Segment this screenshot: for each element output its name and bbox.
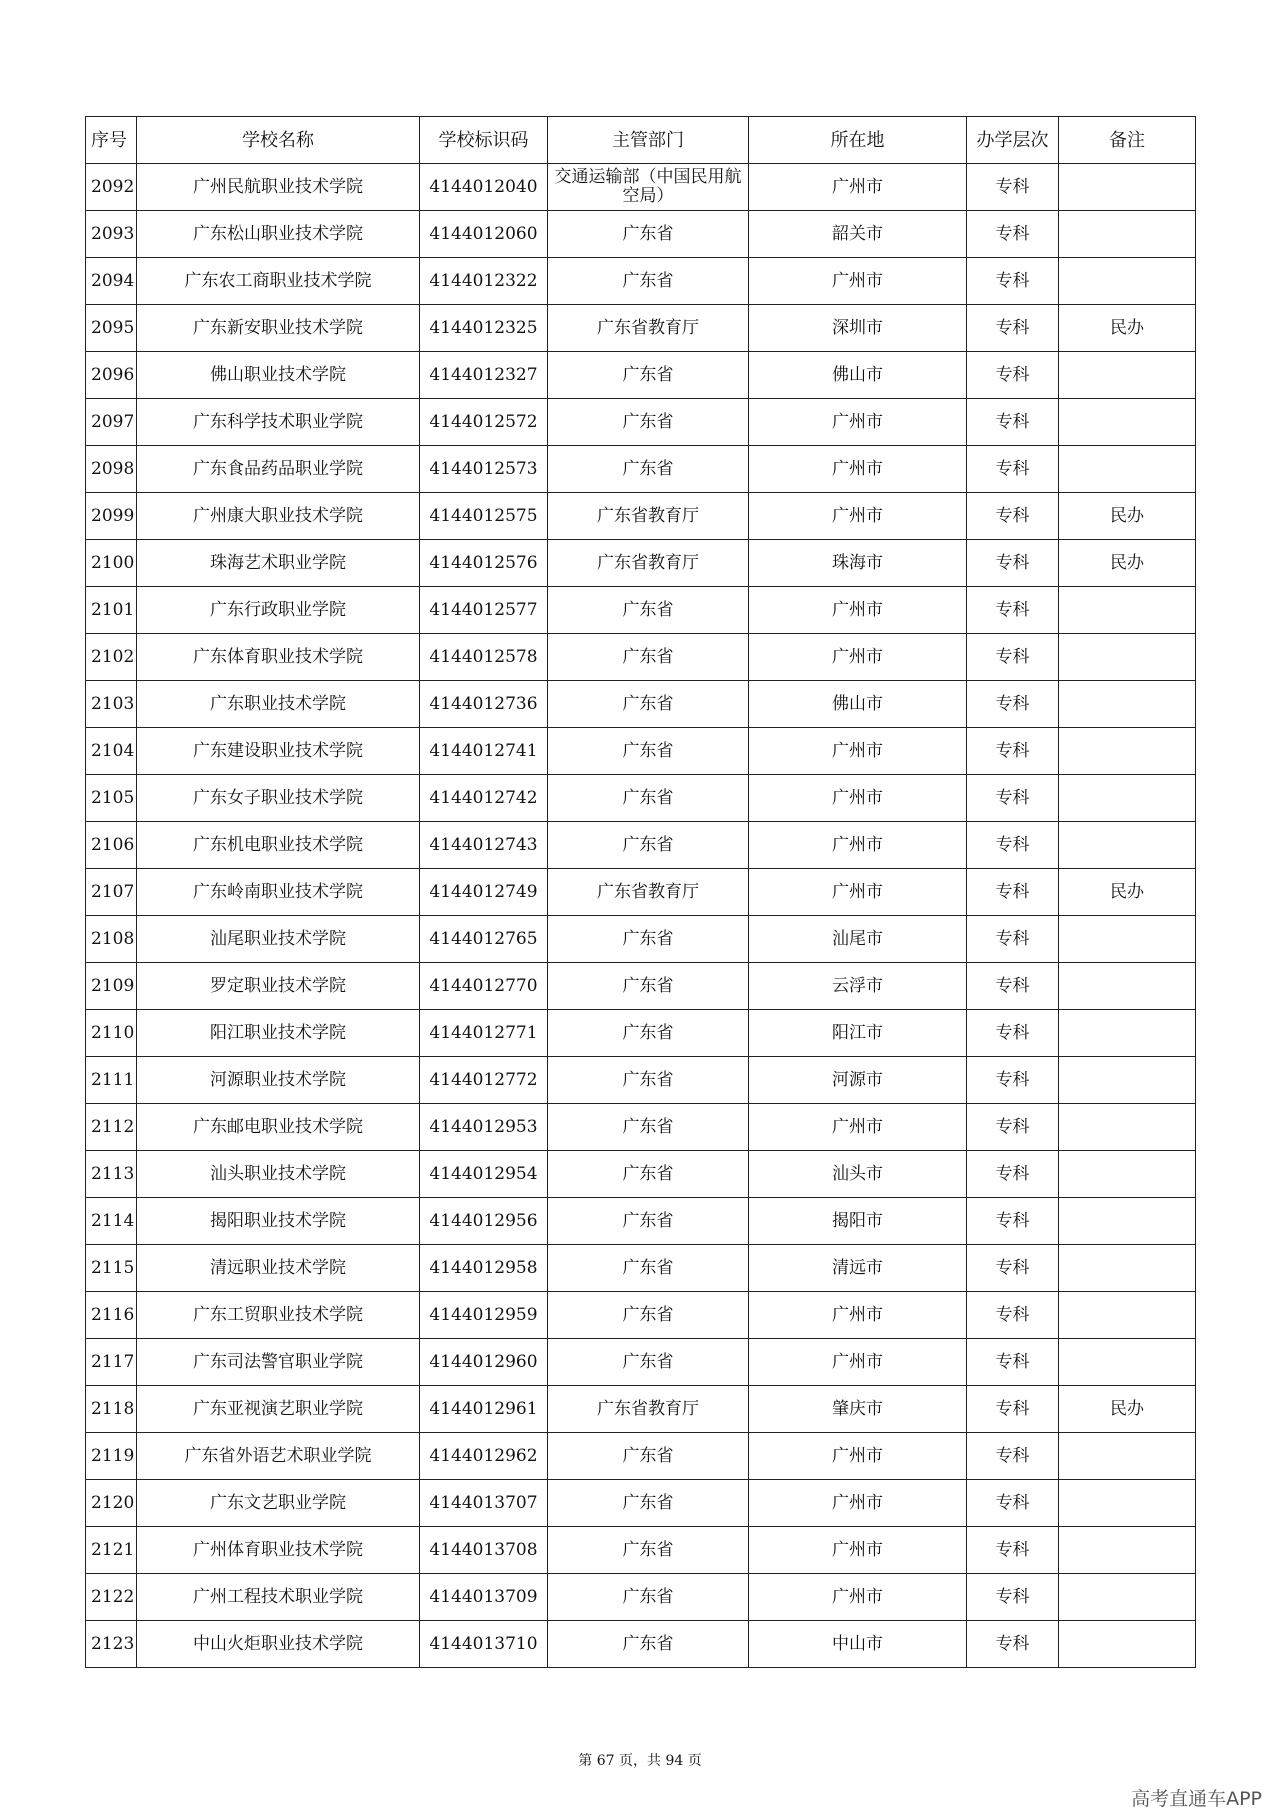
cell-school-name: 广东邮电职业技术学院 xyxy=(137,1104,420,1151)
cell-school-code: 4144012959 xyxy=(420,1292,548,1339)
cell-location: 广州市 xyxy=(749,1480,967,1527)
cell-school-name: 罗定职业技术学院 xyxy=(137,963,420,1010)
cell-location: 佛山市 xyxy=(749,352,967,399)
cell-school-code: 4144012956 xyxy=(420,1198,548,1245)
cell-authority: 广东省教育厅 xyxy=(548,869,749,916)
cell-index: 2099 xyxy=(86,493,137,540)
cell-remarks xyxy=(1059,446,1196,493)
header-cell-authority: 主管部门 xyxy=(548,117,749,164)
cell-index: 2114 xyxy=(86,1198,137,1245)
cell-school-code: 4144012040 xyxy=(420,164,548,211)
cell-authority: 广东省 xyxy=(548,1010,749,1057)
cell-school-code: 4144012771 xyxy=(420,1010,548,1057)
cell-location: 广州市 xyxy=(749,1339,967,1386)
cell-level: 专科 xyxy=(967,164,1059,211)
cell-location: 珠海市 xyxy=(749,540,967,587)
cell-remarks xyxy=(1059,1339,1196,1386)
cell-school-code: 4144012736 xyxy=(420,681,548,728)
cell-school-name: 中山火炬职业技术学院 xyxy=(137,1621,420,1668)
cell-school-code: 4144012573 xyxy=(420,446,548,493)
cell-level: 专科 xyxy=(967,681,1059,728)
cell-authority: 广东省 xyxy=(548,634,749,681)
cell-level: 专科 xyxy=(967,1480,1059,1527)
cell-location: 广州市 xyxy=(749,775,967,822)
cell-authority: 广东省 xyxy=(548,1198,749,1245)
cell-level: 专科 xyxy=(967,1057,1059,1104)
cell-location: 广州市 xyxy=(749,1292,967,1339)
cell-location: 揭阳市 xyxy=(749,1198,967,1245)
cell-school-name: 广东新安职业技术学院 xyxy=(137,305,420,352)
cell-remarks xyxy=(1059,352,1196,399)
cell-authority: 广东省 xyxy=(548,1433,749,1480)
cell-school-name: 广东体育职业技术学院 xyxy=(137,634,420,681)
table-row xyxy=(86,1245,1196,1292)
cell-remarks xyxy=(1059,164,1196,211)
school-list-table xyxy=(85,116,1196,1668)
table-row xyxy=(86,728,1196,775)
table-row xyxy=(86,446,1196,493)
cell-level: 专科 xyxy=(967,587,1059,634)
cell-authority: 广东省 xyxy=(548,822,749,869)
cell-school-name: 广东职业技术学院 xyxy=(137,681,420,728)
cell-authority: 广东省 xyxy=(548,352,749,399)
cell-remarks xyxy=(1059,963,1196,1010)
cell-school-code: 4144012962 xyxy=(420,1433,548,1480)
cell-authority: 广东省 xyxy=(548,1292,749,1339)
cell-school-name: 广东省外语艺术职业学院 xyxy=(137,1433,420,1480)
cell-school-code: 4144012060 xyxy=(420,211,548,258)
cell-school-name: 广东行政职业学院 xyxy=(137,587,420,634)
table-row xyxy=(86,258,1196,305)
cell-school-code: 4144012960 xyxy=(420,1339,548,1386)
cell-remarks: 民办 xyxy=(1059,305,1196,352)
cell-index: 2093 xyxy=(86,211,137,258)
cell-school-name: 揭阳职业技术学院 xyxy=(137,1198,420,1245)
cell-remarks xyxy=(1059,775,1196,822)
cell-school-code: 4144012958 xyxy=(420,1245,548,1292)
cell-authority: 广东省 xyxy=(548,1574,749,1621)
cell-level: 专科 xyxy=(967,1245,1059,1292)
cell-level: 专科 xyxy=(967,1292,1059,1339)
cell-level: 专科 xyxy=(967,1386,1059,1433)
cell-school-name: 珠海艺术职业学院 xyxy=(137,540,420,587)
cell-location: 汕头市 xyxy=(749,1151,967,1198)
cell-school-code: 4144012577 xyxy=(420,587,548,634)
table-row xyxy=(86,1574,1196,1621)
cell-remarks xyxy=(1059,1480,1196,1527)
cell-index: 2115 xyxy=(86,1245,137,1292)
cell-level: 专科 xyxy=(967,1151,1059,1198)
cell-school-name: 河源职业技术学院 xyxy=(137,1057,420,1104)
page-footer: 第 67 页，共 94 页 xyxy=(578,1753,702,1769)
table-row xyxy=(86,775,1196,822)
cell-location: 深圳市 xyxy=(749,305,967,352)
cell-remarks xyxy=(1059,822,1196,869)
cell-level: 专科 xyxy=(967,1574,1059,1621)
cell-level: 专科 xyxy=(967,352,1059,399)
table-row xyxy=(86,1386,1196,1433)
cell-location: 广州市 xyxy=(749,587,967,634)
cell-index: 2097 xyxy=(86,399,137,446)
cell-school-name: 广东文艺职业学院 xyxy=(137,1480,420,1527)
cell-remarks xyxy=(1059,1010,1196,1057)
cell-index: 2112 xyxy=(86,1104,137,1151)
cell-remarks: 民办 xyxy=(1059,493,1196,540)
cell-location: 广州市 xyxy=(749,1574,967,1621)
cell-level: 专科 xyxy=(967,1527,1059,1574)
cell-index: 2122 xyxy=(86,1574,137,1621)
cell-index: 2105 xyxy=(86,775,137,822)
cell-school-name: 清远职业技术学院 xyxy=(137,1245,420,1292)
cell-school-name: 汕尾职业技术学院 xyxy=(137,916,420,963)
header-cell-level: 办学层次 xyxy=(967,117,1059,164)
cell-remarks xyxy=(1059,211,1196,258)
table-row xyxy=(86,1104,1196,1151)
cell-school-code: 4144012961 xyxy=(420,1386,548,1433)
cell-school-code: 4144012954 xyxy=(420,1151,548,1198)
cell-school-name: 广东食品药品职业学院 xyxy=(137,446,420,493)
cell-location: 广州市 xyxy=(749,164,967,211)
cell-authority: 广东省 xyxy=(548,1480,749,1527)
cell-school-name: 佛山职业技术学院 xyxy=(137,352,420,399)
cell-remarks: 民办 xyxy=(1059,869,1196,916)
cell-location: 韶关市 xyxy=(749,211,967,258)
cell-authority: 广东省 xyxy=(548,681,749,728)
table-row xyxy=(86,1621,1196,1668)
cell-school-code: 4144012575 xyxy=(420,493,548,540)
cell-remarks xyxy=(1059,399,1196,446)
cell-index: 2098 xyxy=(86,446,137,493)
cell-school-code: 4144012576 xyxy=(420,540,548,587)
cell-index: 2106 xyxy=(86,822,137,869)
cell-location: 河源市 xyxy=(749,1057,967,1104)
cell-location: 肇庆市 xyxy=(749,1386,967,1433)
cell-school-code: 4144012770 xyxy=(420,963,548,1010)
cell-location: 广州市 xyxy=(749,1433,967,1480)
header-cell-school-code: 学校标识码 xyxy=(420,117,548,164)
table-row xyxy=(86,305,1196,352)
cell-location: 广州市 xyxy=(749,634,967,681)
header-cell-index: 序号 xyxy=(86,117,137,164)
cell-level: 专科 xyxy=(967,822,1059,869)
cell-index: 2108 xyxy=(86,916,137,963)
cell-location: 阳江市 xyxy=(749,1010,967,1057)
cell-school-code: 4144012327 xyxy=(420,352,548,399)
cell-authority: 广东省 xyxy=(548,1339,749,1386)
cell-index: 2113 xyxy=(86,1151,137,1198)
table-row xyxy=(86,1527,1196,1574)
header-cell-location: 所在地 xyxy=(749,117,967,164)
cell-school-name: 广东农工商职业技术学院 xyxy=(137,258,420,305)
table-row xyxy=(86,1010,1196,1057)
cell-location: 广州市 xyxy=(749,869,967,916)
cell-school-name: 广东建设职业技术学院 xyxy=(137,728,420,775)
cell-school-code: 4144012322 xyxy=(420,258,548,305)
cell-remarks xyxy=(1059,1245,1196,1292)
cell-authority: 广东省教育厅 xyxy=(548,493,749,540)
cell-level: 专科 xyxy=(967,1433,1059,1480)
cell-location: 广州市 xyxy=(749,1104,967,1151)
cell-location: 广州市 xyxy=(749,493,967,540)
cell-school-name: 广东司法警官职业学院 xyxy=(137,1339,420,1386)
app-watermark: 高考直通车APP xyxy=(1131,1788,1262,1810)
cell-index: 2107 xyxy=(86,869,137,916)
cell-school-name: 广东工贸职业技术学院 xyxy=(137,1292,420,1339)
cell-index: 2111 xyxy=(86,1057,137,1104)
cell-location: 广州市 xyxy=(749,822,967,869)
table-row xyxy=(86,164,1196,211)
cell-authority: 广东省 xyxy=(548,1057,749,1104)
cell-remarks: 民办 xyxy=(1059,540,1196,587)
cell-remarks xyxy=(1059,728,1196,775)
cell-level: 专科 xyxy=(967,728,1059,775)
cell-authority: 广东省 xyxy=(548,728,749,775)
cell-location: 汕尾市 xyxy=(749,916,967,963)
cell-authority: 交通运输部（中国民用航空局） xyxy=(548,164,749,211)
cell-remarks xyxy=(1059,1574,1196,1621)
table-row xyxy=(86,634,1196,681)
table-row xyxy=(86,1433,1196,1480)
cell-index: 2096 xyxy=(86,352,137,399)
cell-school-code: 4144013708 xyxy=(420,1527,548,1574)
table-row xyxy=(86,1480,1196,1527)
cell-index: 2094 xyxy=(86,258,137,305)
cell-level: 专科 xyxy=(967,305,1059,352)
table-row xyxy=(86,869,1196,916)
table-row xyxy=(86,540,1196,587)
cell-index: 2101 xyxy=(86,587,137,634)
cell-index: 2100 xyxy=(86,540,137,587)
cell-location: 云浮市 xyxy=(749,963,967,1010)
cell-school-name: 广东松山职业技术学院 xyxy=(137,211,420,258)
cell-remarks xyxy=(1059,1198,1196,1245)
cell-location: 广州市 xyxy=(749,446,967,493)
cell-school-code: 4144012953 xyxy=(420,1104,548,1151)
cell-index: 2119 xyxy=(86,1433,137,1480)
cell-index: 2123 xyxy=(86,1621,137,1668)
table-row xyxy=(86,352,1196,399)
cell-level: 专科 xyxy=(967,916,1059,963)
cell-remarks xyxy=(1059,1292,1196,1339)
table-row xyxy=(86,1151,1196,1198)
cell-school-name: 广东亚视演艺职业学院 xyxy=(137,1386,420,1433)
cell-remarks xyxy=(1059,916,1196,963)
cell-remarks xyxy=(1059,1433,1196,1480)
cell-remarks xyxy=(1059,681,1196,728)
cell-level: 专科 xyxy=(967,775,1059,822)
cell-level: 专科 xyxy=(967,258,1059,305)
cell-school-name: 广东科学技术职业学院 xyxy=(137,399,420,446)
cell-index: 2092 xyxy=(86,164,137,211)
cell-authority: 广东省教育厅 xyxy=(548,305,749,352)
cell-index: 2102 xyxy=(86,634,137,681)
cell-level: 专科 xyxy=(967,399,1059,446)
cell-level: 专科 xyxy=(967,963,1059,1010)
cell-location: 广州市 xyxy=(749,728,967,775)
cell-school-code: 4144012578 xyxy=(420,634,548,681)
cell-level: 专科 xyxy=(967,1339,1059,1386)
cell-index: 2120 xyxy=(86,1480,137,1527)
cell-remarks xyxy=(1059,258,1196,305)
cell-level: 专科 xyxy=(967,1104,1059,1151)
cell-index: 2103 xyxy=(86,681,137,728)
cell-school-code: 4144013707 xyxy=(420,1480,548,1527)
cell-remarks: 民办 xyxy=(1059,1386,1196,1433)
cell-school-name: 广州民航职业技术学院 xyxy=(137,164,420,211)
cell-level: 专科 xyxy=(967,1198,1059,1245)
cell-authority: 广东省 xyxy=(548,916,749,963)
cell-school-code: 4144013710 xyxy=(420,1621,548,1668)
cell-location: 佛山市 xyxy=(749,681,967,728)
cell-index: 2116 xyxy=(86,1292,137,1339)
cell-remarks xyxy=(1059,1621,1196,1668)
cell-authority: 广东省教育厅 xyxy=(548,1386,749,1433)
cell-location: 广州市 xyxy=(749,258,967,305)
cell-school-code: 4144012765 xyxy=(420,916,548,963)
cell-index: 2104 xyxy=(86,728,137,775)
cell-school-name: 广东岭南职业技术学院 xyxy=(137,869,420,916)
cell-remarks xyxy=(1059,1527,1196,1574)
table-row xyxy=(86,493,1196,540)
cell-authority: 广东省 xyxy=(548,446,749,493)
cell-school-name: 汕头职业技术学院 xyxy=(137,1151,420,1198)
cell-authority: 广东省 xyxy=(548,1151,749,1198)
cell-level: 专科 xyxy=(967,540,1059,587)
cell-school-code: 4144012572 xyxy=(420,399,548,446)
cell-school-name: 广东机电职业技术学院 xyxy=(137,822,420,869)
cell-school-code: 4144013709 xyxy=(420,1574,548,1621)
table-row xyxy=(86,587,1196,634)
cell-authority: 广东省 xyxy=(548,211,749,258)
table-row xyxy=(86,1057,1196,1104)
cell-location: 广州市 xyxy=(749,1527,967,1574)
table-header-row xyxy=(86,117,1196,164)
cell-school-name: 广州工程技术职业学院 xyxy=(137,1574,420,1621)
cell-school-code: 4144012749 xyxy=(420,869,548,916)
cell-authority: 广东省 xyxy=(548,587,749,634)
cell-index: 2095 xyxy=(86,305,137,352)
cell-level: 专科 xyxy=(967,869,1059,916)
cell-remarks xyxy=(1059,587,1196,634)
cell-authority: 广东省 xyxy=(548,399,749,446)
cell-school-name: 广东女子职业技术学院 xyxy=(137,775,420,822)
cell-level: 专科 xyxy=(967,493,1059,540)
cell-level: 专科 xyxy=(967,1621,1059,1668)
table-row xyxy=(86,211,1196,258)
cell-authority: 广东省 xyxy=(548,258,749,305)
cell-school-code: 4144012742 xyxy=(420,775,548,822)
table-row xyxy=(86,963,1196,1010)
cell-index: 2109 xyxy=(86,963,137,1010)
cell-index: 2110 xyxy=(86,1010,137,1057)
cell-school-code: 4144012743 xyxy=(420,822,548,869)
cell-authority: 广东省 xyxy=(548,963,749,1010)
cell-remarks xyxy=(1059,1057,1196,1104)
cell-authority: 广东省 xyxy=(548,1245,749,1292)
cell-index: 2118 xyxy=(86,1386,137,1433)
cell-authority: 广东省 xyxy=(548,1104,749,1151)
cell-authority: 广东省教育厅 xyxy=(548,540,749,587)
table-row xyxy=(86,681,1196,728)
header-cell-school-name: 学校名称 xyxy=(137,117,420,164)
cell-school-code: 4144012325 xyxy=(420,305,548,352)
cell-index: 2121 xyxy=(86,1527,137,1574)
cell-level: 专科 xyxy=(967,211,1059,258)
cell-level: 专科 xyxy=(967,634,1059,681)
cell-authority: 广东省 xyxy=(548,1527,749,1574)
table-row xyxy=(86,916,1196,963)
cell-authority: 广东省 xyxy=(548,775,749,822)
cell-school-code: 4144012772 xyxy=(420,1057,548,1104)
cell-location: 广州市 xyxy=(749,399,967,446)
cell-school-code: 4144012741 xyxy=(420,728,548,775)
cell-school-name: 广州体育职业技术学院 xyxy=(137,1527,420,1574)
table-row xyxy=(86,399,1196,446)
cell-remarks xyxy=(1059,634,1196,681)
header-cell-remarks: 备注 xyxy=(1059,117,1196,164)
cell-location: 中山市 xyxy=(749,1621,967,1668)
table-row xyxy=(86,1198,1196,1245)
cell-authority: 广东省 xyxy=(548,1621,749,1668)
table-row xyxy=(86,1339,1196,1386)
table-row xyxy=(86,1292,1196,1339)
cell-level: 专科 xyxy=(967,446,1059,493)
cell-remarks xyxy=(1059,1104,1196,1151)
cell-remarks xyxy=(1059,1151,1196,1198)
cell-location: 清远市 xyxy=(749,1245,967,1292)
cell-index: 2117 xyxy=(86,1339,137,1386)
cell-school-name: 阳江职业技术学院 xyxy=(137,1010,420,1057)
table-row xyxy=(86,822,1196,869)
cell-level: 专科 xyxy=(967,1010,1059,1057)
cell-school-name: 广州康大职业技术学院 xyxy=(137,493,420,540)
